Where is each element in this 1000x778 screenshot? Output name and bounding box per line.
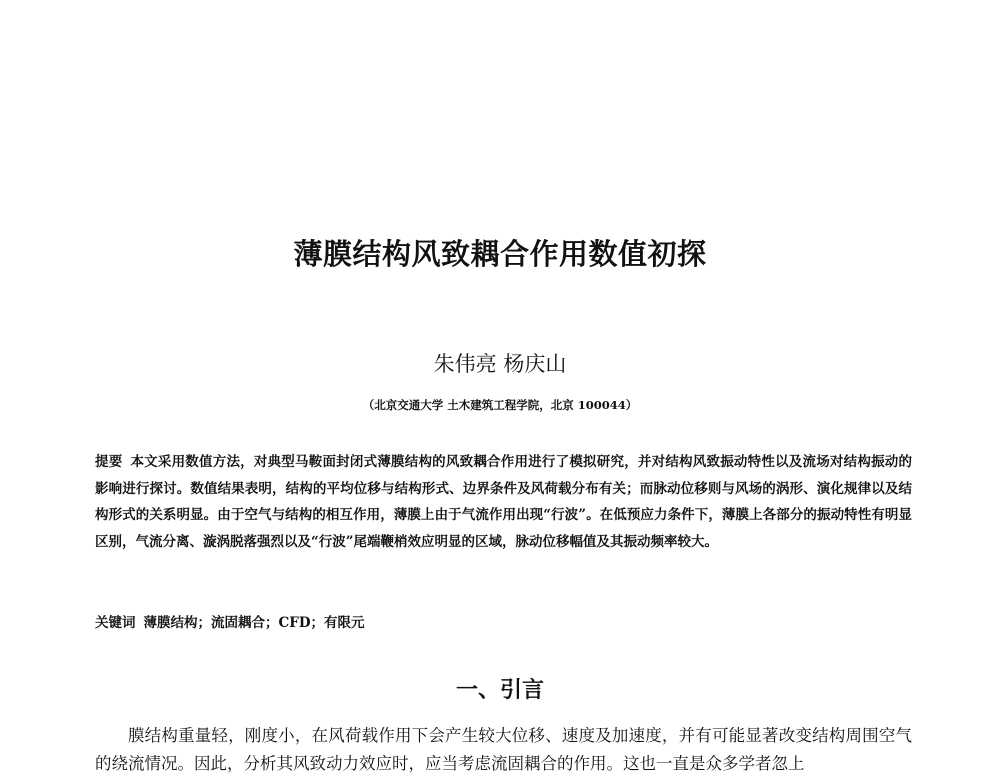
abstract bbox=[95, 449, 912, 555]
keywords-text: 薄膜结构；流固耦合；CFD；有限元 bbox=[143, 615, 365, 631]
section-heading-introduction: 一、引言 bbox=[455, 678, 544, 703]
keywords bbox=[95, 612, 912, 634]
paper-title: 薄膜结构风致耦合作用数值初探 bbox=[293, 237, 707, 271]
keywords-label: 关键词 bbox=[95, 615, 136, 631]
abstract-label: 提要 bbox=[95, 454, 123, 470]
introduction-paragraph: 膜结构重量轻，刚度小，在风荷载作用下会产生较大位移、速度及加速度，并有可能显著改变结构周围空气的绕流情况。因此，分析其风致动力效应时，应当考虑流固耦合的作用。这也一直是众多学者忽上 bbox=[95, 726, 912, 773]
affiliation: （北京交通大学 土木建筑工程学院，北京 100044） bbox=[362, 398, 638, 412]
authors: 朱伟亮 杨庆山 bbox=[433, 352, 567, 376]
abstract-text: 本文采用数值方法，对典型马鞍面封闭式薄膜结构的风致耦合作用进行了模拟研究，并对结构风致振动特性以及流场对结构振动的影响进行探讨。数值结果表明，结构的平均位移与结构形式、边界条件及风荷载分布有关；而脉动位移则与风场的涡形、演化规律以及结构形式的关系明显。由于空气与结构的相互作用，薄膜上由于气流作用出现“行波”。在低预应力条件下，薄膜上各部分的振动特性有明显区别，气流分离、漩涡脱落强烈以及“行波”尾端鞭梢效应明显的区域，脉动位移幅值及其振动频率较大。 bbox=[95, 454, 913, 550]
